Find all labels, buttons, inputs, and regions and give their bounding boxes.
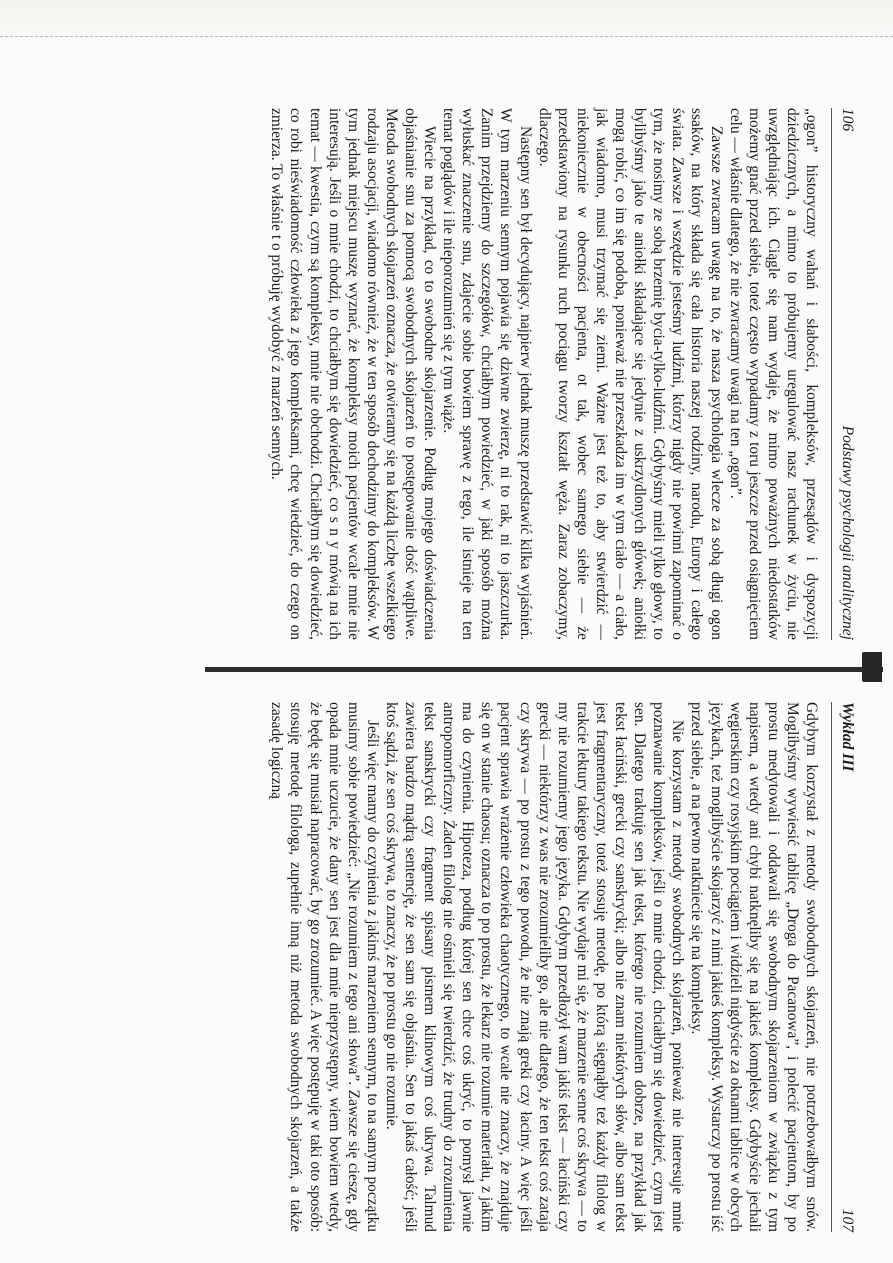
left-running-head: Podstawy psychologii analitycznej <box>839 425 856 640</box>
gutter-shadow <box>862 652 882 682</box>
paragraph: Jeśli więc mamy do czynienia z jakimś marzeniem sennym, to na samym początku musimy sobie powiedzieć: „Nie rozumiem z tego ani słowa”. Zawsze się cieszę, gdy opada mnie uczucie, że dany sen jest dla mnie nieprzystępny, wiem bowiem wtedy, że będę się musiał napracować, by go zrozumieć. A więc postępuję w taki oto sposób: stosuję metodę filologa, zupełnie inną niż metoda swobodnych skojarzeń, a także zasadę logiczną <box>268 702 381 1232</box>
paragraph: Nie korzystam z metody swobodnych skojarzeń, ponieważ nie interesuje mnie poznawanie kompleksów, jeśli o mnie chodzi, chciałbym się dowiedzieć, czym jest sen. Dlatego traktuję sen jak tekst, którego nie rozumiem dobrze, na przykład jak tekst łaciński, grecki czy sanskrycki; albo nie znam niektórych słów, albo sam tekst jest fragmentaryczny, toteż stosuję metodę, po którą sięgnąłby też każdy filolog w trakcie lektury takiego tekstu. Nie wydaje mi się, że marzenie senne coś skrywa — to my nie rozumiemy jego języka. Gdybym przedłożył wam jakiś tekst — łaciński czy grecki — niektórzy z was nie zrozumieliby go, ale nie dlatego, że ten tekst coś zataja czy skrywa — po prostu z tego powodu, że nie znają greki czy łaciny. A więc jeśli pacjent sprawia wrażenie człowieka chaotycznego, to wcale nie znaczy, że znajduje się on w stanie chaosu; oznacza to po prostu, że lekarz nie rozumie materiału, z jakim ma do czynienia. Hipoteza, podług której sen chce coś ukryć, to pomysł jawnie antropomorficzny. Żaden filolog nie ośmieli się twierdzić, że trudny do zrozumienia tekst sanskrycki czy fragment spisany pismem klinowym coś ukrywa. Talmud zawiera bardzo mądrą sentencję, że sen sam się objaśnia. Sen to jakaś całość; jeśli ktoś sądzi, że sen coś skrywa, to znaczy, że po prostu go nie rozumie. <box>382 702 687 1232</box>
book-gutter <box>205 667 883 672</box>
right-page-header <box>831 702 858 1232</box>
paragraph: Zawsze zwracam uwagę na to, że nasza psychologia wlecze za sobą długi ogon ssaków, na który składa się cała historia naszej rodziny, narodu, Europy i całego świata. Zawsze i wszędzie jesteśmy ludźmi, którzy nigdy nie powinni zapominać o tym, że nosimy ze sobą brzemię bycia-tylko-ludźmi. Gdybyśmy mieli tylko głowy, to bylibyśmy jako te aniołki składające się jedynie z uskrzydlonych główek; aniołki mogą robić, co im się podoba, ponieważ nie przeszkadza im w tym ciało — a ciało, jak wiadomo, musi trzymać się ziemi. Ważne jest też to, aby stwierdzić — niekoniecznie w obecności pacjenta, ot tak, wobec samego siebie — że przedstawiony na rysunku ruch pociągu tworzy kształt węża. Zaraz zobaczymy, dlaczego. <box>535 108 725 640</box>
paragraph: Następny sen był decydujący, najpierw jednak muszę przedstawić kilka wyjaśnień. W tym marzeniu sennym pojawia się dziwne zwierzę, ni to rak, ni to jaszczurka. Zanim przejdziemy do szczegółów, chciałbym powiedzieć, w jaki sposób można wyłuskać znaczenie snu, zdajecie sobie bowiem sprawę z tego, ile istnieje na ten temat poglądów i ile nieporozumień się z tym wiąże. <box>440 108 534 640</box>
left-page-text <box>267 108 821 640</box>
right-page-text <box>267 702 821 1232</box>
left-page <box>68 108 858 640</box>
right-running-head: Wykład III <box>839 702 856 772</box>
scan-edge-line <box>0 36 893 37</box>
scan-top-shadow <box>0 0 893 40</box>
right-page <box>68 702 858 1232</box>
paragraph: „ogon” historyczny wahań i słabości, kompleksów, przesądów i dyspozycji dziedzicznych, a mimo to próbujemy uregulować nasz rachunek w życiu, nie uwzględniając ich. Ciągle się nam wydaje, że mimo poważnych niedostatków możemy gnać przed siebie, toteż często wypadamy z toru jeszcze przed osiągnięciem celu — właśnie dlatego, że nie zwracamy uwagi na ten „ogon”. <box>726 108 820 640</box>
paragraph: Wiecie na przykład, co to swobodne skojarzenie. Podług mojego doświadczenia objaśnianie snu za pomocą swobodnych skojarzeń to postępowanie dość wątpliwe. Metoda swobodnych skojarzeń oznacza, że otwieramy się na każdą liczbę wszelkiego rodzaju asocjacji, wiadomo również, że w ten sposób dochodzimy do kompleksów. W tym jednak miejscu muszę wyznać, że kompleksy moich pacjentów wcale mnie nie interesują. Jeśli o mnie chodzi, to chciałbym się dowiedzieć, co s n y mówią na ich temat — kwestia, czym są kompleksy, mnie nie obchodzi. Chciałbym się dowiedzieć, co robi nieświadomość człowieka z jego kompleksami, chcę wiedzieć, do czego on zmierza. To właśnie t o próbuję wydobyć z marzeń sennych. <box>268 108 439 640</box>
left-page-header <box>831 108 858 640</box>
left-page-number: 106 <box>839 108 856 132</box>
right-page-number: 107 <box>839 1208 856 1232</box>
paragraph: Gdybym korzystał z metody swobodnych skojarzeń, nie potrzebowałbym snów. Moglibyśmy wywiesić tablicę „Droga do Pacanowa”, i polecić pacjentom, by po prostu medytowali i oddawali się swobodnym skojarzeniom w związku z tym napisem, a wtedy ani chybi natknęliby się na jakieś kompleksy. Gdybyście jechali węgierskim czy rosyjskim pociągiem i widzieli nigdyście za oknami tablice w obcych językach, też moglibyście skojarzyć z nimi jakieś kompleksy. Wystarczy po prostu iść przed siebie, a na pewno natkniecie się na kompleksy. <box>688 702 820 1232</box>
